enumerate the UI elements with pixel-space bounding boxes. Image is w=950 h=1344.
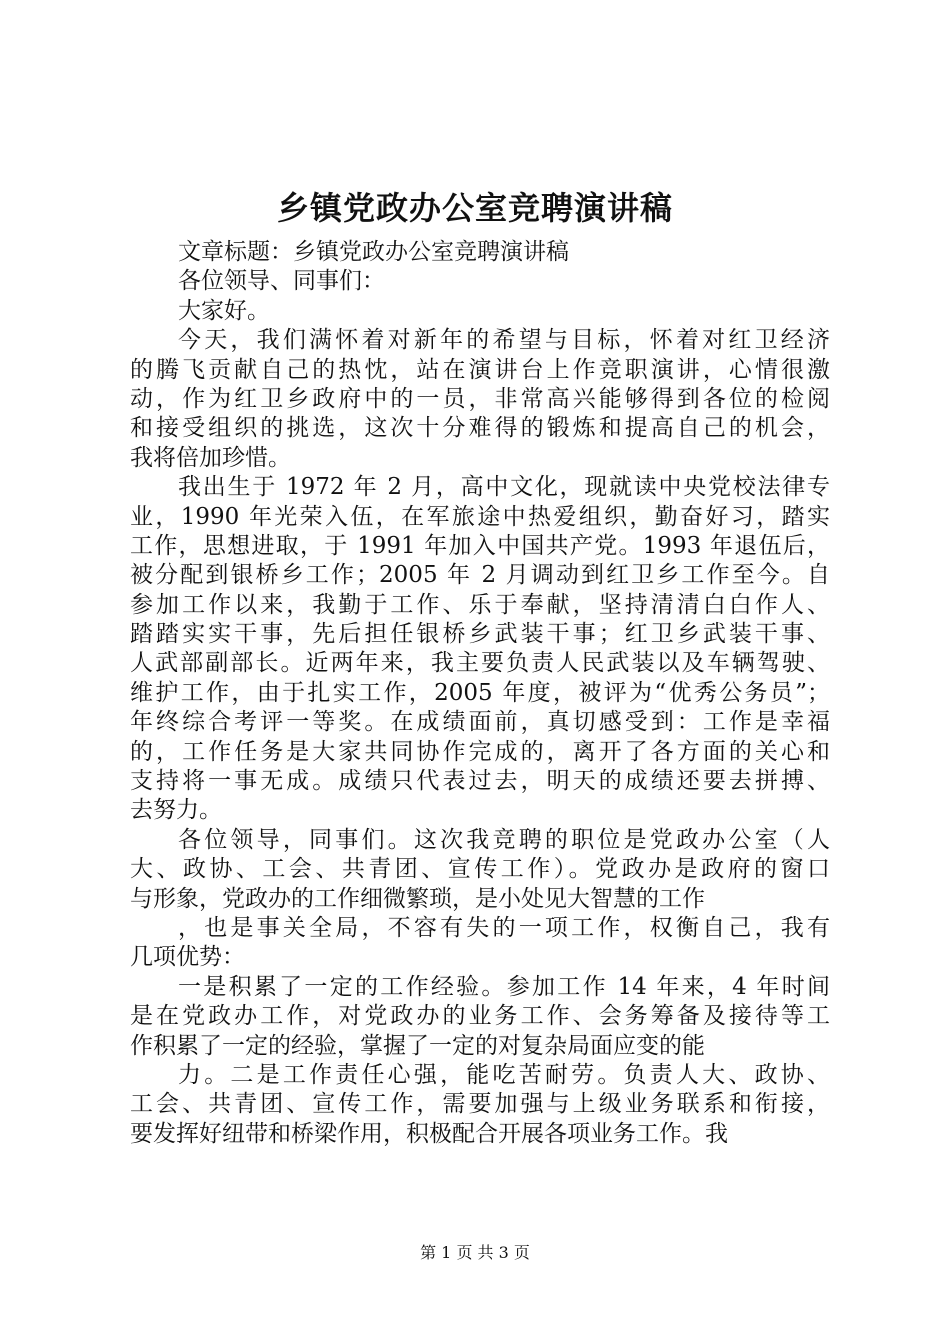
body-line: 我出生于 1972 年 2 月，高中文化，现就读中央党校法律专 [178, 474, 830, 501]
document-body [130, 238, 830, 1149]
body-line: 各位领导、同事们： [178, 268, 385, 295]
body-line: 大、政协、工会、共青团、宣传工作）。党政办是政府的窗口 [130, 856, 830, 883]
body-line: 人武部副部长。近两年来，我主要负责人民武装以及车辆驾驶、 [130, 650, 830, 677]
body-line: 被分配到银桥乡工作；2005 年 2 月调动到红卫乡工作至今。自 [130, 562, 830, 589]
body-line: 去努力。 [130, 797, 222, 824]
body-line: 支持将一事无成。成绩只代表过去，明天的成绩还要去拼搏、 [130, 768, 830, 795]
body-line: 一是积累了一定的工作经验。参加工作 14 年来，4 年时间 [178, 973, 830, 1000]
body-line: 大家好。 [178, 297, 270, 324]
body-line: 的腾飞贡献自己的热忱，站在演讲台上作竞职演讲，心情很激 [130, 356, 830, 383]
page-footer: 第 1 页 共 3 页 [420, 1243, 530, 1262]
body-line: 力。二是工作责任心强，能吃苦耐劳。负责人大、政协、 [178, 1061, 830, 1088]
body-line: 参加工作以来，我勤于工作、乐于奉献，坚持清清白白作人、 [130, 591, 830, 618]
body-line: 我将倍加珍惜。 [130, 444, 291, 471]
body-line: 各位领导，同事们。这次我竞聘的职位是党政办公室（人 [178, 826, 830, 853]
document-title: 乡镇党政办公室竞聘演讲稿 [276, 189, 673, 227]
body-line: 作积累了一定的经验，掌握了一定的对复杂局面应变的能 [130, 1032, 705, 1059]
body-line: 维护工作，由于扎实工作，2005 年度，被评为“优秀公务员”； [130, 679, 830, 706]
body-line: 今天，我们满怀着对新年的希望与目标，怀着对红卫经济 [178, 327, 830, 354]
body-line: 动，作为红卫乡政府中的一员，非常高兴能够得到各位的检阅 [130, 385, 830, 412]
body-line: ，也是事关全局，不容有失的一项工作，权衡自己，我有 [178, 914, 830, 941]
body-line: 的，工作任务是大家共同协作完成的，离开了各方面的关心和 [130, 738, 830, 765]
body-line: 工作，思想进取，于 1991 年加入中国共产党。1993 年退伍后， [130, 532, 830, 559]
body-line: 文章标题：乡镇党政办公室竞聘演讲稿 [178, 239, 569, 265]
body-line: 踏踏实实干事，先后担任银桥乡武装干事；红卫乡武装干事、 [130, 621, 830, 648]
body-line: 几项优势： [130, 944, 245, 971]
body-line: 与形象，党政办的工作细微繁琐，是小处见大智慧的工作 [130, 885, 705, 912]
body-line: 工会、共青团、宣传工作，需要加强与上级业务联系和衔接， [130, 1091, 830, 1118]
body-line: 业，1990 年光荣入伍，在军旅途中热爱组织，勤奋好习，踏实 [130, 503, 830, 530]
body-line: 和接受组织的挑选，这次十分难得的锻炼和提高自己的机会， [130, 415, 830, 442]
body-line: 是在党政办工作，对党政办的业务工作、会务筹备及接待等工 [130, 1003, 830, 1030]
body-line: 要发挥好纽带和桥梁作用，积极配合开展各项业务工作。我 [130, 1120, 728, 1147]
body-line: 年终综合考评一等奖。在成绩面前，真切感受到：工作是幸福 [130, 709, 830, 736]
